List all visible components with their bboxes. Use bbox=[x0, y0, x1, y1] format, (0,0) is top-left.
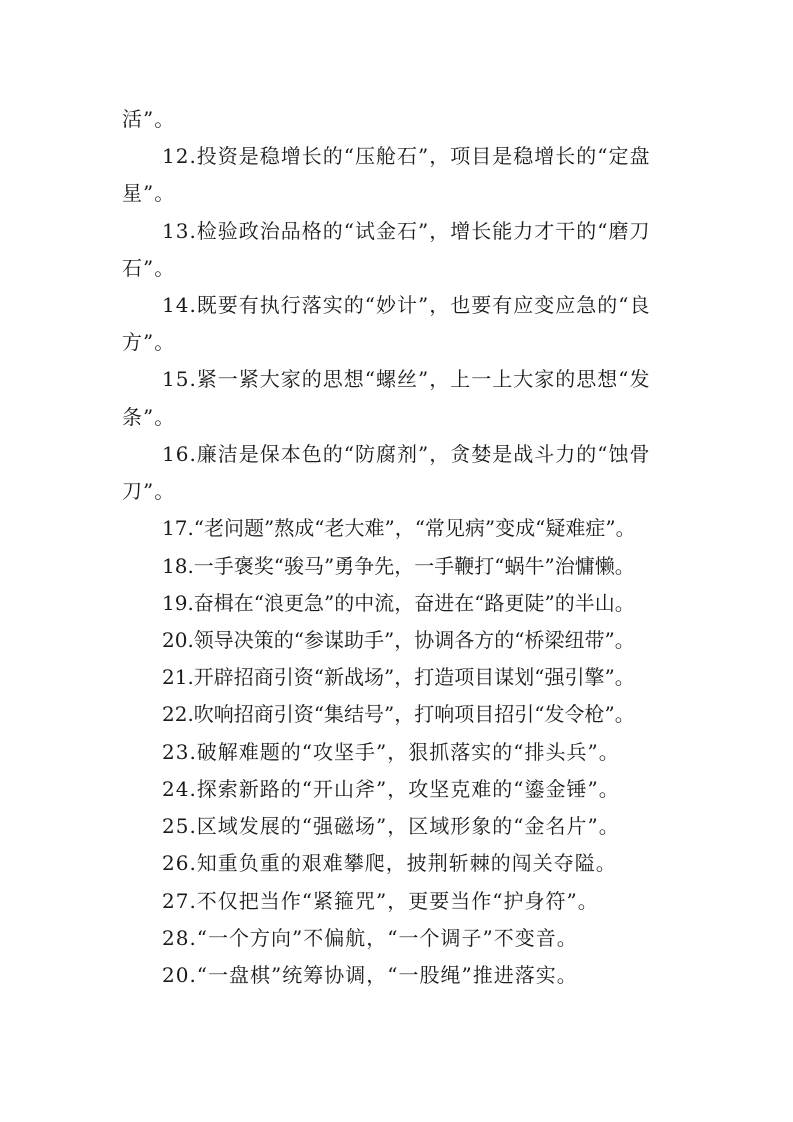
text-line: 18.一手褒奖“骏马”勇争先，一手鞭打“蜗牛”治慵懒。 bbox=[162, 554, 635, 578]
text-line: 23.破解难题的“攻坚手”，狠抓落实的“排头兵”。 bbox=[162, 740, 620, 764]
text-line: 22.吹响招商引资“集结号”，打响项目招引“发令枪”。 bbox=[162, 702, 635, 726]
text-line: 刀”。 bbox=[122, 479, 176, 503]
text-line: 20.“一盘棋”统筹协调，“一股绳”推进落实。 bbox=[162, 963, 578, 987]
text-line: 25.区域发展的“强磁场”，区域形象的“金名片”。 bbox=[162, 814, 620, 838]
text-line: 12.投资是稳增长的“压舱石”，项目是稳增长的“定盘 bbox=[162, 144, 651, 168]
text-line: 16.廉洁是保本色的“防腐剂”，贪婪是战斗力的“蚀骨 bbox=[162, 442, 651, 466]
text-line: 15.紧一紧大家的思想“螺丝”，上一上大家的思想“发 bbox=[162, 367, 651, 391]
text-line: 27.不仅把当作“紧箍咒”，更要当作“护身符”。 bbox=[162, 889, 599, 913]
text-line: 28.“一个方向”不偏航，“一个调子”不变音。 bbox=[162, 926, 578, 950]
text-line: 20.领导决策的“参谋助手”，协调各方的“桥梁纽带”。 bbox=[162, 628, 635, 652]
text-line: 14.既要有执行落实的“妙计”，也要有应变应急的“良 bbox=[162, 293, 651, 317]
text-line: 17.“老问题”熬成“老大难”，“常见病”变成“疑难症”。 bbox=[162, 516, 636, 540]
text-line: 24.探索新路的“开山斧”，攻坚克难的“鎏金锤”。 bbox=[162, 777, 620, 801]
text-line: 方”。 bbox=[122, 330, 176, 354]
text-line: 星”。 bbox=[122, 181, 176, 205]
text-line: 13.检验政治品格的“试金石”，增长能力才干的“磨刀 bbox=[162, 219, 651, 243]
text-line: 活”。 bbox=[122, 107, 176, 131]
text-line: 条”。 bbox=[122, 405, 176, 429]
text-line: 19.奋楫在“浪更急”的中流，奋进在“路更陡”的半山。 bbox=[162, 591, 635, 615]
text-line: 26.知重负重的艰难攀爬，披荆斩棘的闯关夺隘。 bbox=[162, 851, 617, 875]
text-line: 21.开辟招商引资“新战场”，打造项目谋划“强引擎”。 bbox=[162, 665, 635, 689]
text-line: 石”。 bbox=[122, 256, 176, 280]
